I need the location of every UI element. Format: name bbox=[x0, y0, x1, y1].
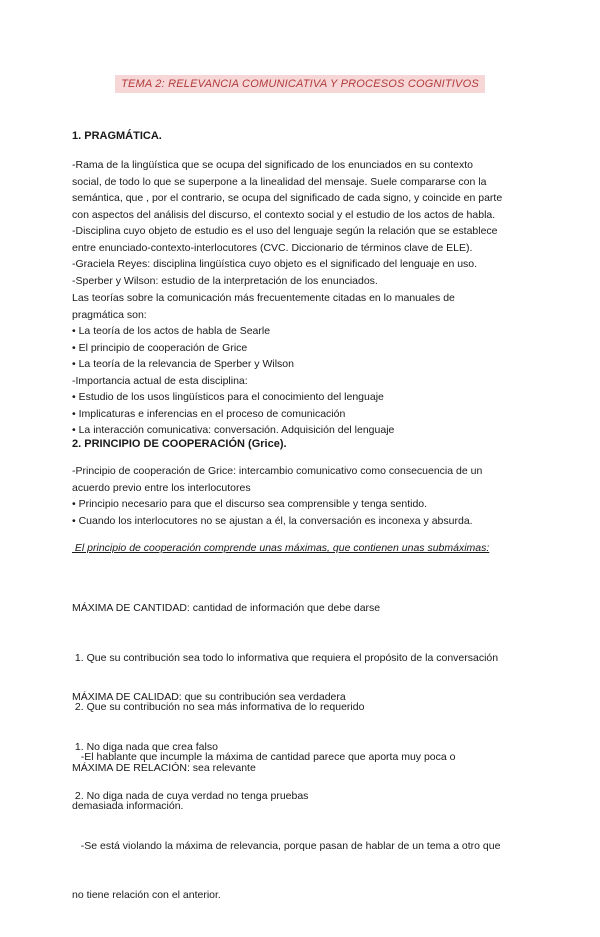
text-line: -Importancia actual de esta disciplina: bbox=[72, 374, 248, 387]
text-line: -Principio de cooperación de Grice: intercambio comunicativo como consecuencia de un bbox=[72, 465, 483, 477]
text-line: -Graciela Reyes: disciplina lingüística cuyo objeto es el significado del lenguaje en uso. bbox=[72, 258, 478, 270]
page-title: TEMA 2: RELEVANCIA COMUNICATIVA Y PROCESOS COGNITIVOS bbox=[115, 75, 485, 93]
maxim-relacion: MÁXIMA DE RELACIÓN: sea relevante bbox=[72, 762, 256, 774]
text-line: -Sperber y Wilson: estudio de la interpretación de los enunciados. bbox=[72, 274, 378, 287]
text-line: demasiada información. bbox=[72, 800, 184, 812]
section1-definitions bbox=[72, 157, 542, 289]
text-line: -Se está violando la máxima de relevancia, porque pasan de hablar de un tema a otro que bbox=[72, 839, 501, 852]
text-line: MÁXIMA DE CANTIDAD: cantidad de información que debe darse bbox=[72, 602, 381, 614]
list-item: • La interacción comunicativa: conversación. Adquisición del lenguaje bbox=[72, 424, 395, 436]
section1-heading: 1. PRAGMÁTICA. bbox=[72, 130, 162, 142]
maxim-calidad bbox=[72, 656, 542, 937]
list-item: • Principio necesario para que el discurso sea comprensible y tenga sentido. bbox=[72, 498, 428, 510]
text-line: 2. Que su contribución no sea más informativa de lo requerido bbox=[72, 701, 365, 713]
section2-intro bbox=[72, 463, 542, 529]
text-line: 1. Que su contribución sea todo lo informativa que requiera el propósito de la conversación bbox=[72, 651, 499, 664]
text-line: pragmática son: bbox=[72, 308, 147, 321]
text-line: -Disciplina cuyo objeto de estudio es el uso del lenguaje según la relación que se establece bbox=[72, 225, 498, 237]
section2-heading: 2. PRINCIPIO DE COOPERACIÓN (Grice). bbox=[72, 438, 287, 450]
list-item: • Estudio de los usos lingüísticos para el conocimiento del lenguaje bbox=[72, 391, 384, 403]
text-line: -Rama de la lingüística que se ocupa del significado de los enunciados en su contexto bbox=[72, 159, 474, 171]
list-item: • Cuando los interlocutores no se ajustan a él, la conversación es inconexa y absurda. bbox=[72, 514, 473, 527]
text-line: 2. No diga nada de cuya verdad no tenga pruebas bbox=[72, 790, 309, 802]
text-line: acuerdo previo entre los interlocutores bbox=[72, 481, 251, 494]
text-line: con aspectos del análisis del discurso, el contexto social y el estudio de los actos de habla. bbox=[72, 208, 496, 221]
text-line: no tiene relación con el anterior. bbox=[72, 889, 221, 901]
text-line: -El hablante que incumple la máxima de cantidad parece que aporta muy poca o bbox=[72, 750, 456, 763]
text-line: entre enunciado-contexto-interlocutores (CVC. Diccionario de términos clave de ELE). bbox=[72, 241, 473, 254]
text-line: Las teorías sobre la comunicación más frecuentemente citadas en lo manuales de bbox=[72, 292, 455, 304]
text-line: semántica, que , por el contrario, se ocupa del significado de cada signo, y coincide en parte bbox=[72, 192, 503, 204]
list-item: • La teoría de la relevancia de Sperber y Wilson bbox=[72, 358, 294, 370]
maxims-intro: El principio de cooperación comprende unas máximas, que contienen unas submáximas: bbox=[72, 542, 490, 554]
text-line: MÁXIMA DE CALIDAD: que su contribución sea verdadera bbox=[72, 691, 346, 703]
list-item: • El principio de cooperación de Grice bbox=[72, 341, 248, 354]
list-item: • Implicaturas e inferencias en el proceso de comunicación bbox=[72, 407, 346, 420]
section1-theories bbox=[72, 290, 542, 439]
text-line: social, de todo lo que se superpone a la linealidad del mensaje. Suele compararse con la bbox=[72, 175, 487, 188]
text-line: 1. No diga nada que crea falso bbox=[72, 740, 218, 753]
list-item: • La teoría de los actos de habla de Searle bbox=[72, 325, 271, 337]
title-wrapper bbox=[0, 75, 600, 93]
